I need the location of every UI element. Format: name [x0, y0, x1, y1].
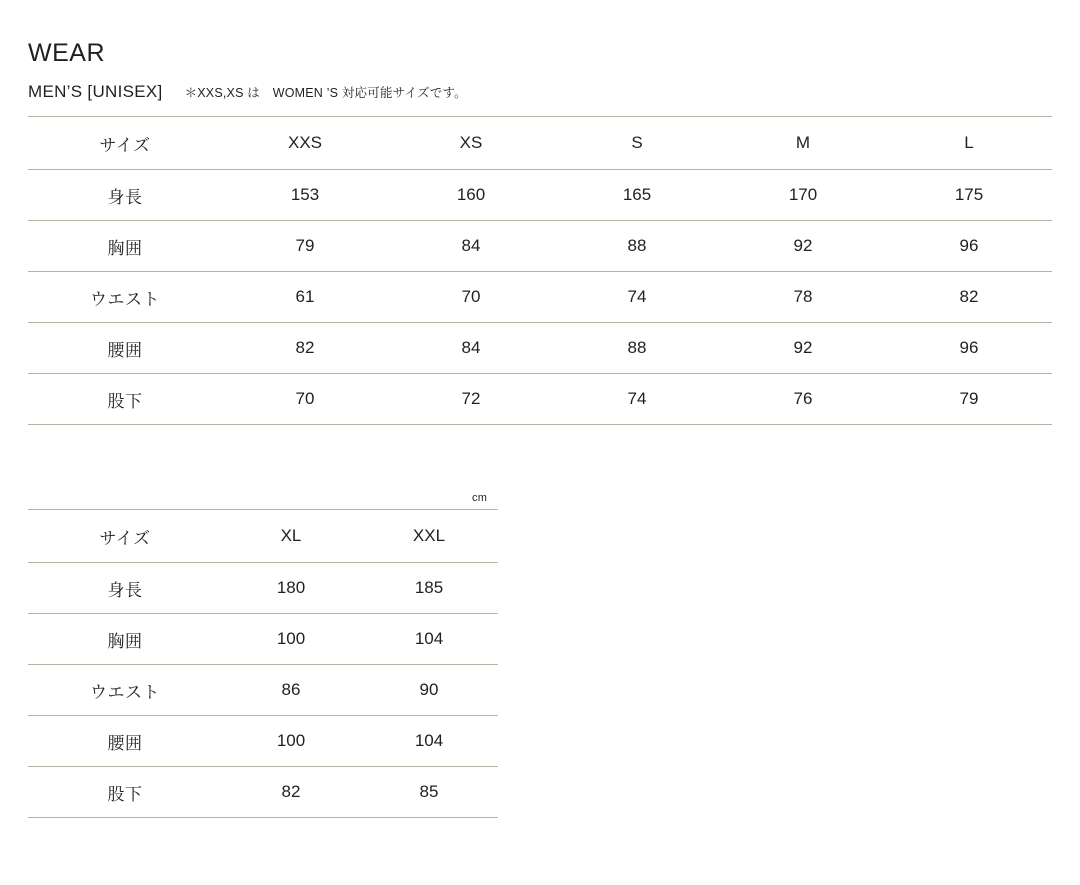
column-header: XXS [222, 117, 388, 170]
row-label: 身長 [28, 170, 222, 221]
column-header: S [554, 117, 720, 170]
table-cell: 170 [720, 170, 886, 221]
table-cell: 180 [222, 563, 360, 614]
category-label: MEN’S [UNISEX] [28, 82, 163, 101]
table-cell: 84 [388, 221, 554, 272]
column-header: XS [388, 117, 554, 170]
table-row [28, 221, 1052, 272]
page-title: WEAR [28, 39, 105, 67]
row-label: 胸囲 [28, 221, 222, 272]
table-cell: 79 [886, 374, 1052, 425]
table-cell: 70 [388, 272, 554, 323]
table-cell: 96 [886, 323, 1052, 374]
row-label: 身長 [28, 563, 222, 614]
table-cell: 74 [554, 272, 720, 323]
column-header: サイズ [28, 117, 222, 170]
table-cell: 70 [222, 374, 388, 425]
table-row [28, 170, 1052, 221]
table-cell: 88 [554, 323, 720, 374]
column-header: M [720, 117, 886, 170]
row-label: ウエスト [28, 272, 222, 323]
table-header-row [28, 117, 1052, 170]
table-cell: 96 [886, 221, 1052, 272]
column-header: XL [222, 510, 360, 563]
row-label: 股下 [28, 374, 222, 425]
column-header: L [886, 117, 1052, 170]
table-cell: 82 [222, 323, 388, 374]
table-gap [28, 425, 1052, 509]
table-header-row [28, 510, 498, 563]
row-label: 腰囲 [28, 716, 222, 767]
table-row [28, 614, 498, 665]
table-cell: 78 [720, 272, 886, 323]
table-cell: 85 [360, 767, 498, 818]
table-cell: 185 [360, 563, 498, 614]
size-note: ＊XXS,XS は WOMEN ’S 対応可能サイズです。 [184, 86, 467, 100]
table-row [28, 665, 498, 716]
table-cell: 82 [886, 272, 1052, 323]
row-label: 腰囲 [28, 323, 222, 374]
subheader [28, 82, 1052, 102]
table-cell: 153 [222, 170, 388, 221]
row-label: 股下 [28, 767, 222, 818]
table-cell: 165 [554, 170, 720, 221]
row-label: 胸囲 [28, 614, 222, 665]
table-cell: 79 [222, 221, 388, 272]
table-cell: 74 [554, 374, 720, 425]
table-cell: 86 [222, 665, 360, 716]
table-row [28, 767, 498, 818]
table-row [28, 563, 498, 614]
size-table-extended [28, 509, 498, 818]
table-cell: 104 [360, 614, 498, 665]
table-cell: 92 [720, 323, 886, 374]
table-row [28, 272, 1052, 323]
table-cell: 76 [720, 374, 886, 425]
size-table-main [28, 116, 1052, 425]
table-cell: 84 [388, 323, 554, 374]
column-header: サイズ [28, 510, 222, 563]
unit-label: cm [472, 492, 488, 504]
table-row [28, 374, 1052, 425]
table-cell: 92 [720, 221, 886, 272]
table-row [28, 716, 498, 767]
table-cell: 160 [388, 170, 554, 221]
table-cell: 104 [360, 716, 498, 767]
table-cell: 61 [222, 272, 388, 323]
column-header: XXL [360, 510, 498, 563]
table-cell: 100 [222, 614, 360, 665]
row-label: ウエスト [28, 665, 222, 716]
table-cell: 88 [554, 221, 720, 272]
table-row [28, 323, 1052, 374]
table-cell: 82 [222, 767, 360, 818]
table-cell: 175 [886, 170, 1052, 221]
table-cell: 72 [388, 374, 554, 425]
table-cell: 90 [360, 665, 498, 716]
table-cell: 100 [222, 716, 360, 767]
